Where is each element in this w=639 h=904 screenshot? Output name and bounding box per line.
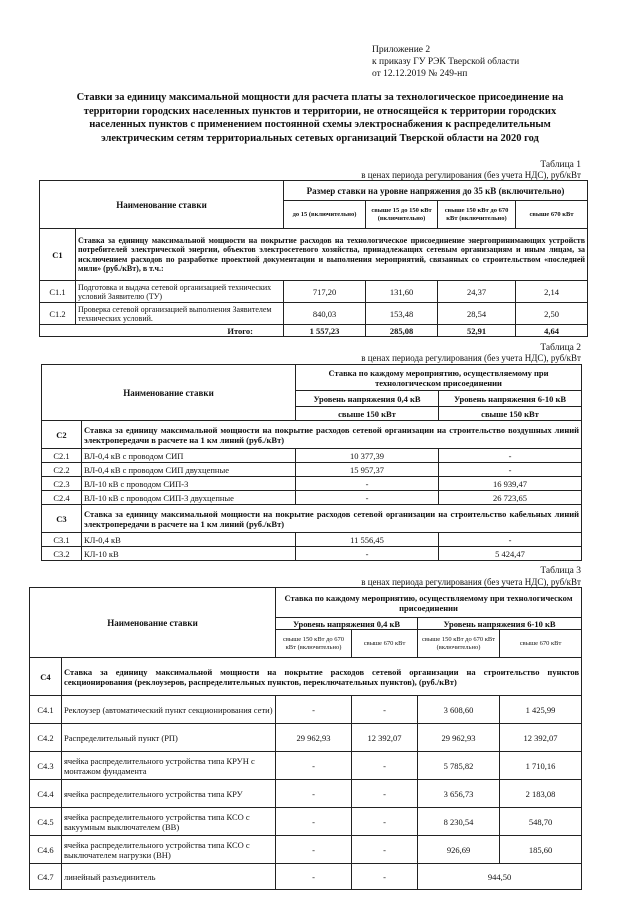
- table1-c1-code: С1: [40, 229, 76, 281]
- row-value: 5 785,82: [418, 752, 500, 780]
- appendix-line-3: от 12.12.2019 № 249-нп: [372, 69, 468, 79]
- row-name: ВЛ-0,4 кВ с проводом СИП: [82, 449, 296, 463]
- table3: [29, 587, 582, 890]
- row-name: ячейка распределительного устройства типа КСО с вакуумным выключателем (ВВ): [62, 808, 276, 836]
- row-code: С2.1: [42, 449, 82, 463]
- table2-measure-header: Ставка по каждому мероприятию, осуществляемому при технологическом присоединении: [296, 365, 582, 391]
- table2-c3-text: Ставка за единицу максимальной мощности на покрытие расходов сетевой организации на строительство кабельных линий электропередачи в расчете на 1 км линий (руб./кВт): [82, 505, 582, 533]
- row-value: 28,54: [438, 303, 516, 325]
- row-name: ячейка распределительного устройства типа КРУ: [62, 780, 276, 808]
- row-value: 29 962,93: [418, 724, 500, 752]
- row-value: 153,48: [366, 303, 438, 325]
- row-value: -: [276, 780, 352, 808]
- table2: [41, 364, 582, 561]
- total-label: Итого:: [40, 325, 284, 337]
- row-name: ячейка распределительного устройства типа КРУН с монтажом фундамента: [62, 752, 276, 780]
- row-code: С4.6: [30, 836, 62, 864]
- row-value: -: [276, 864, 352, 890]
- row-code: С4.7: [30, 864, 62, 890]
- row-name: Проверка сетевой организацией выполнения Заявителем технических условий.: [76, 303, 284, 325]
- table-row: [42, 547, 582, 561]
- row-value: 944,50: [418, 864, 582, 890]
- row-code: С2.2: [42, 463, 82, 477]
- total-value: 52,91: [438, 325, 516, 337]
- row-value: 29 962,93: [276, 724, 352, 752]
- row-value: 185,60: [500, 836, 582, 864]
- row-value: -: [352, 696, 418, 724]
- row-value: -: [276, 808, 352, 836]
- table3-level-6-10: Уровень напряжения 6-10 кВ: [418, 618, 582, 630]
- row-value: -: [296, 477, 439, 491]
- table3-sub-header: свыше 670 кВт: [500, 630, 582, 658]
- table2-sub-header: свыше 150 кВт: [439, 407, 582, 421]
- table3-c4-code: С4: [30, 658, 62, 696]
- row-value: 926,69: [418, 836, 500, 864]
- row-value: 2 183,08: [500, 780, 582, 808]
- row-value: -: [352, 752, 418, 780]
- row-value: -: [296, 491, 439, 505]
- table-row: [42, 533, 582, 547]
- row-value: 548,70: [500, 808, 582, 836]
- table-row: [30, 836, 582, 864]
- row-value: 26 723,65: [439, 491, 582, 505]
- row-name: линейный разъединитель: [62, 864, 276, 890]
- row-name: Распределительный пункт (РП): [62, 724, 276, 752]
- row-code: С1.1: [40, 281, 76, 303]
- row-value: 16 939,47: [439, 477, 582, 491]
- row-code: С4.4: [30, 780, 62, 808]
- table-row: [42, 491, 582, 505]
- row-value: 1 425,99: [500, 696, 582, 724]
- row-value: 5 424,47: [439, 547, 582, 561]
- table2-label: Таблица 2: [540, 343, 581, 353]
- table2-c2-code: С2: [42, 421, 82, 449]
- row-value: -: [276, 752, 352, 780]
- table1-name-header: Наименование ставки: [40, 181, 284, 229]
- total-value: 285,08: [366, 325, 438, 337]
- table3-level-04: Уровень напряжения 0,4 кВ: [276, 618, 418, 630]
- row-value: 8 230,54: [418, 808, 500, 836]
- row-value: 2,14: [516, 281, 588, 303]
- row-value: 15 957,37: [296, 463, 439, 477]
- table-row: [30, 780, 582, 808]
- table2-sub-header: свыше 150 кВт: [296, 407, 439, 421]
- row-value: -: [439, 463, 582, 477]
- table-row: [42, 477, 582, 491]
- row-name: ячейка распределительного устройства типа КСО с выключателем нагрузки (ВН): [62, 836, 276, 864]
- table-row: [42, 463, 582, 477]
- row-code: С2.3: [42, 477, 82, 491]
- table3-c4-text: Ставка за единицу максимальной мощности на покрытие расходов сетевой организации на строительство пунктов секционирования (реклоузеров, распределительных пунктов, переключательных пунктов), (руб./кВт): [62, 658, 582, 696]
- table-row: [40, 303, 588, 325]
- row-value: 840,03: [284, 303, 366, 325]
- total-value: 1 557,23: [284, 325, 366, 337]
- table3-sub-header: свыше 150 кВт до 670 кВт (включительно): [418, 630, 500, 658]
- table2-note: в ценах периода регулирования (без учета НДС), руб/кВт: [361, 353, 581, 363]
- table-row: [30, 696, 582, 724]
- appendix-line-1: Приложение 2: [372, 45, 431, 55]
- row-name: Реклоузер (автоматический пункт секционирования сети): [62, 696, 276, 724]
- row-code: С4.2: [30, 724, 62, 752]
- row-name: Подготовка и выдача сетевой организацией технических условий Заявителю (ТУ): [76, 281, 284, 303]
- row-value: -: [276, 836, 352, 864]
- table1: [39, 180, 588, 337]
- table-row: [40, 281, 588, 303]
- table1-size-header: Размер ставки на уровне напряжения до 35 кВ (включительно): [284, 181, 588, 201]
- row-code: С4.1: [30, 696, 62, 724]
- row-name: КЛ-10 кВ: [82, 547, 296, 561]
- row-name: КЛ-0,4 кВ: [82, 533, 296, 547]
- row-value: 3 608,60: [418, 696, 500, 724]
- table-row: [30, 724, 582, 752]
- appendix-line-2: к приказу ГУ РЭК Тверской области: [372, 57, 520, 67]
- table-row: [30, 808, 582, 836]
- row-name: ВЛ-10 кВ с проводом СИП-3 двухцепные: [82, 491, 296, 505]
- table3-label: Таблица 3: [540, 566, 581, 576]
- row-value: -: [352, 780, 418, 808]
- table3-name-header: Наименование ставки: [30, 588, 276, 658]
- row-value: -: [352, 864, 418, 890]
- table2-c3-code: С3: [42, 505, 82, 533]
- table3-measure-header: Ставка по каждому мероприятию, осуществляемому при технологическом присоединении: [276, 588, 582, 618]
- row-value: -: [439, 533, 582, 547]
- table-row: [30, 752, 582, 780]
- row-value: 717,20: [284, 281, 366, 303]
- table-row: [30, 864, 582, 890]
- row-name: ВЛ-10 кВ с проводом СИП-3: [82, 477, 296, 491]
- row-value: -: [352, 836, 418, 864]
- row-code: С2.4: [42, 491, 82, 505]
- table2-level-04: Уровень напряжения 0,4 кВ: [296, 391, 439, 407]
- row-value: 1 710,16: [500, 752, 582, 780]
- row-code: С4.5: [30, 808, 62, 836]
- row-value: 10 377,39: [296, 449, 439, 463]
- row-value: 3 656,73: [418, 780, 500, 808]
- row-value: 12 392,07: [500, 724, 582, 752]
- total-value: 4,64: [516, 325, 588, 337]
- row-value: -: [276, 696, 352, 724]
- table1-total-row: [40, 325, 588, 337]
- table3-sub-header: свыше 150 кВт до 670 кВт (включительно): [276, 630, 352, 658]
- row-value: 2,50: [516, 303, 588, 325]
- row-value: -: [352, 808, 418, 836]
- row-value: -: [296, 547, 439, 561]
- table1-c1-text: Ставка за единицу максимальной мощности на покрытие расходов на технологическое присоединение энергопринимающих устройств потребителей электрической энергии, объектов электросетевого хозяйства, принадлежащих сетевым организациям и иным лицам, за исключением расходов по разработке проектной документации и выполнения мероприятий, связанных со строительством «последней мили» (руб./кВт), в т.ч.:: [76, 229, 588, 281]
- row-value: 12 392,07: [352, 724, 418, 752]
- row-value: -: [439, 449, 582, 463]
- table3-note: в ценах периода регулирования (без учета НДС), руб/кВт: [361, 577, 581, 587]
- row-value: 24,37: [438, 281, 516, 303]
- table1-col4-header: свыше 670 кВт: [516, 201, 588, 229]
- table2-name-header: Наименование ставки: [42, 365, 296, 421]
- document-title: Ставки за единицу максимальной мощности для расчета платы за технологическое присоединение на территории городских населенных пунктов и территории, не относящейся к территории городских населенных пунктов с применением постоянной схемы электроснабжения к распределительным электрическим сетям территориальных сетевых организаций Тверской области на 2020 год: [76, 92, 564, 144]
- table2-level-6-10: Уровень напряжения 6-10 кВ: [439, 391, 582, 407]
- row-value: 11 556,45: [296, 533, 439, 547]
- row-code: С3.1: [42, 533, 82, 547]
- row-code: С3.2: [42, 547, 82, 561]
- row-code: С4.3: [30, 752, 62, 780]
- table1-col1-header: до 15 (включительно): [284, 201, 366, 229]
- table1-col2-header: свыше 15 до 150 кВт (включительно): [366, 201, 438, 229]
- row-value: 131,60: [366, 281, 438, 303]
- table2-c2-text: Ставка за единицу максимальной мощности на покрытие расходов сетевой организации на строительство воздушных линий электропередачи в расчете на 1 км линий (руб./кВт): [82, 421, 582, 449]
- table1-label: Таблица 1: [540, 160, 581, 170]
- table1-col3-header: свыше 150 кВт до 670 кВт (включительно): [438, 201, 516, 229]
- row-name: ВЛ-0,4 кВ с проводом СИП двухцепные: [82, 463, 296, 477]
- table1-note: в ценах периода регулирования (без учета НДС), руб/кВт: [361, 170, 581, 180]
- table-row: [42, 449, 582, 463]
- appendix-block: [372, 44, 519, 80]
- row-code: С1.2: [40, 303, 76, 325]
- table3-sub-header: свыше 670 кВт: [352, 630, 418, 658]
